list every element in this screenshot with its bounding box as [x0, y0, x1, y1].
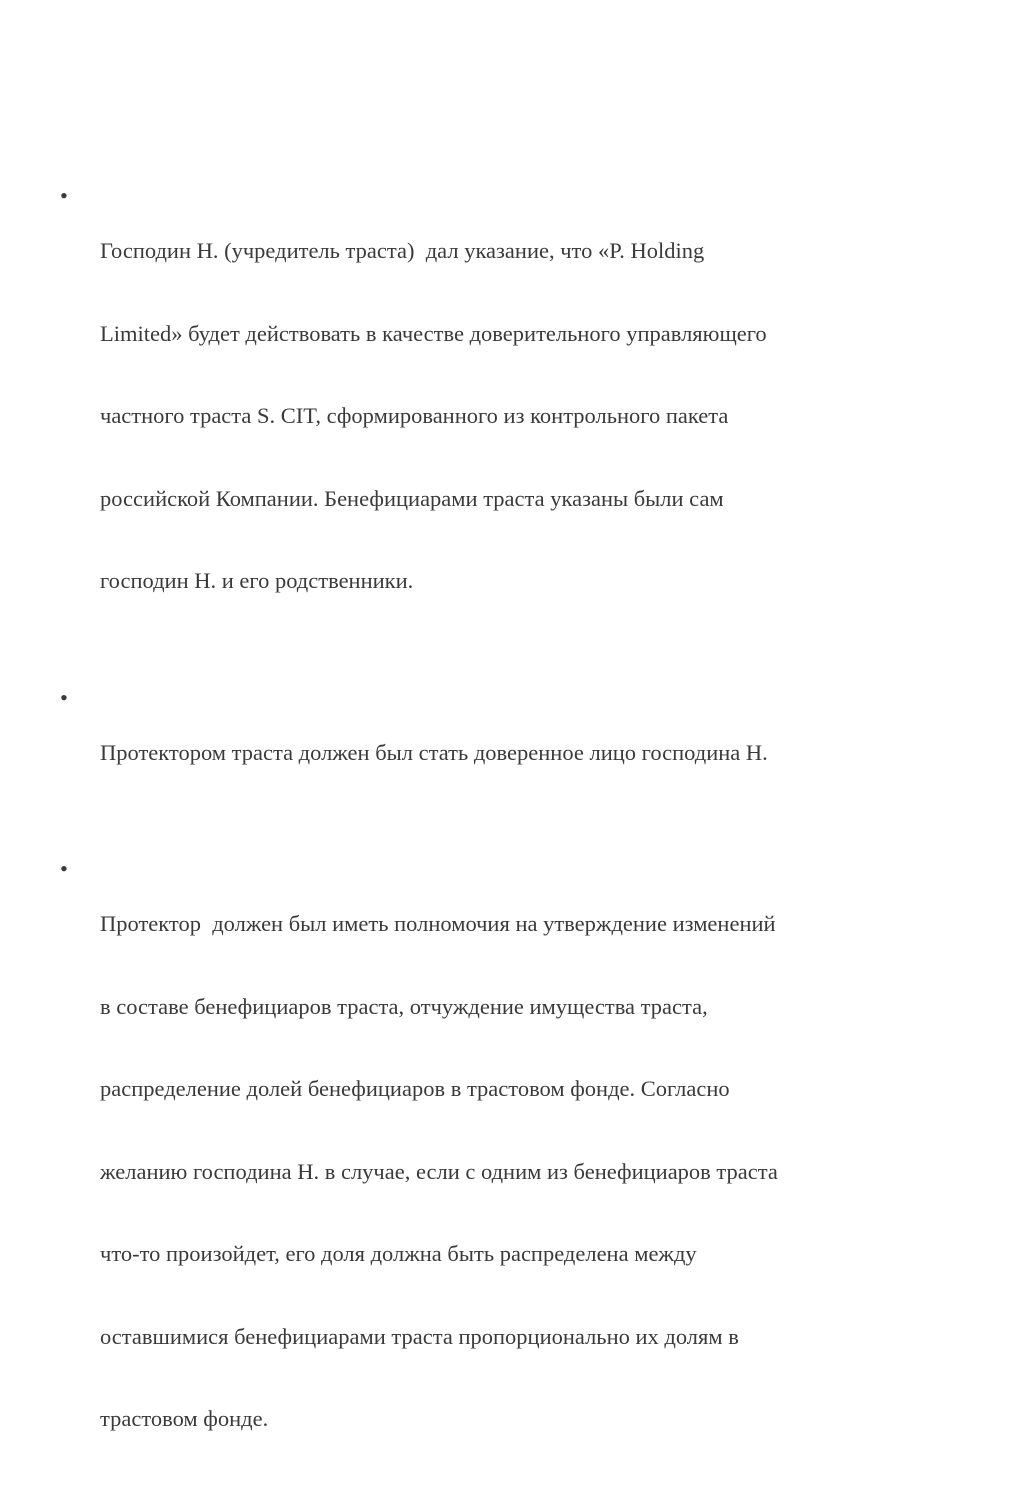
text-line: господин Н. и его родственники. — [100, 568, 414, 593]
text-line: трастовом фонде. — [100, 1406, 269, 1431]
bullet-text — [100, 855, 970, 1488]
bullet-text — [100, 684, 970, 822]
text-line: оставшимися бенефициарами траста пропорционально их долям в — [100, 1323, 739, 1349]
text-line: Господин Н. (учредитель траста) дал указание, что «P. Holding — [100, 238, 705, 263]
text-line: желанию господина Н. в случае, если с одним из бенефициаров траста — [100, 1158, 778, 1184]
text-line: Limited» будет действовать в качестве доверительного управляющего — [100, 320, 767, 346]
bullet-item-protector-powers — [60, 855, 970, 1488]
bullet-icon: • — [60, 856, 68, 881]
bullet-icon: • — [60, 183, 68, 208]
bullet-list — [60, 182, 970, 1488]
bullet-icon: • — [60, 684, 68, 710]
bullet-item-protector — [60, 684, 970, 822]
text-line: распределение долей бенефициаров в трастовом фонде. Согласно — [100, 1076, 730, 1101]
bullet-item-founder-instruction — [60, 182, 970, 650]
text-line: частного траста S. CIT, сформированного из контрольного пакета — [100, 403, 729, 428]
text-line: российской Компании. Бенефициарами траста указаны были сам — [100, 485, 724, 511]
bullet-text — [100, 182, 970, 650]
text-line: что-то произойдет, его доля должна быть распределена между — [100, 1241, 697, 1266]
text-line: в составе бенефициаров траста, отчуждение имущества траста, — [100, 993, 708, 1019]
text-line: Протектор должен был иметь полномочия на утверждение изменений — [100, 911, 776, 936]
text-line: Протектором траста должен был стать доверенное лицо господина Н. — [100, 739, 768, 765]
